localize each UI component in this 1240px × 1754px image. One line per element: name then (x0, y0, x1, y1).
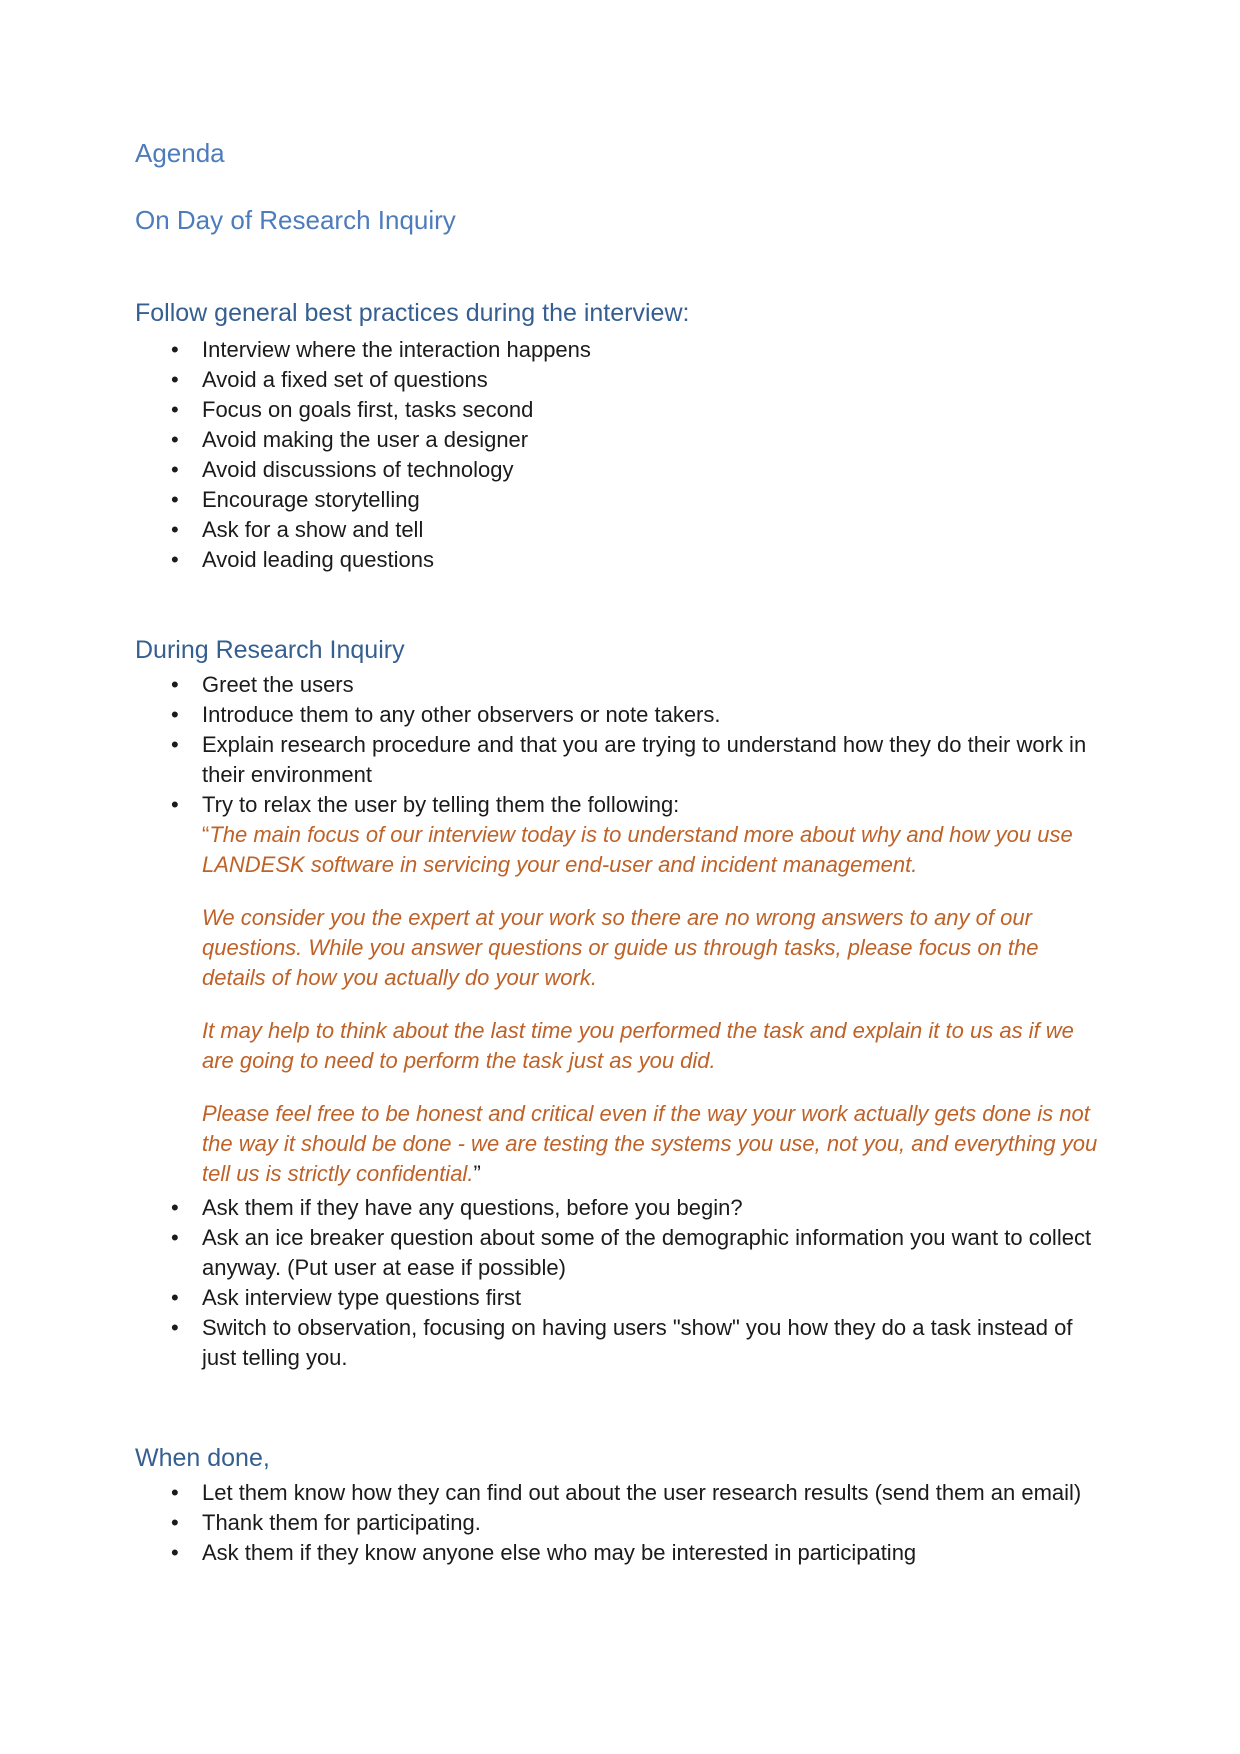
quote-paragraph (202, 820, 1100, 880)
heading-follow-best-practices: Follow general best practices during the interview: (135, 299, 690, 327)
bullet-item: • Ask interview type questions first (135, 1283, 1100, 1313)
bullet-item: • Try to relax the user by telling them the following: (135, 790, 1100, 820)
when-done-list (135, 1478, 1100, 1568)
bullet-item: • Switch to observation, focusing on having users "show" you how they do a task instead of just telling you. (135, 1313, 1100, 1373)
quote-paragraph (202, 1099, 1100, 1189)
interview-script-quote (202, 820, 1100, 1189)
bullet-item: • Avoid leading questions (135, 545, 1100, 575)
bullet-item: • Introduce them to any other observers or note takers. (135, 700, 1100, 730)
heading-when-done: When done, (135, 1444, 270, 1472)
bullet-item: • Ask for a show and tell (135, 515, 1100, 545)
quote-text: The main focus of our interview today is to understand more about why and how you use LANDESK software in servicing your end-user and incident management. (202, 822, 1073, 877)
quote-paragraph (202, 903, 1100, 993)
heading-agenda: Agenda (135, 138, 225, 168)
bullet-item: • Thank them for participating. (135, 1508, 1100, 1538)
bullet-item: • Avoid discussions of technology (135, 455, 1100, 485)
bullet-item: • Greet the users (135, 670, 1100, 700)
bullet-item: • Avoid a fixed set of questions (135, 365, 1100, 395)
bullet-item: • Explain research procedure and that you are trying to understand how they do their work in their environment (135, 730, 1100, 790)
bullet-item: • Ask them if they know anyone else who may be interested in participating (135, 1538, 1100, 1568)
bullet-item: • Let them know how they can find out about the user research results (send them an email) (135, 1478, 1100, 1508)
quote-paragraph (202, 1016, 1100, 1076)
open-quote-mark: “ (202, 822, 210, 847)
bullet-item: • Ask an ice breaker question about some of the demographic information you want to collect anyway. (Put user at ease if possible) (135, 1223, 1100, 1283)
close-quote-mark: ” (473, 1161, 481, 1186)
bullet-item: • Avoid making the user a designer (135, 425, 1100, 455)
heading-during-research-inquiry: During Research Inquiry (135, 636, 405, 664)
heading-on-day-of-research-inquiry: On Day of Research Inquiry (135, 205, 456, 235)
quote-text: Please feel free to be honest and critical even if the way your work actually gets done is not the way it should be done - we are testing the systems you use, not you, and everything you tell us is strictly confidential. (202, 1101, 1098, 1186)
bullet-item: • Ask them if they have any questions, before you begin? (135, 1193, 1100, 1223)
during-inquiry-list-continued (135, 1193, 1100, 1373)
quote-text: We consider you the expert at your work so there are no wrong answers to any of our questions. While you answer questions or guide us through tasks, please focus on the details of how you actually do your work. (202, 905, 1039, 990)
best-practices-list (135, 335, 1100, 575)
quote-text: It may help to think about the last time you performed the task and explain it to us as if we are going to need to perform the task just as you did. (202, 1018, 1074, 1073)
bullet-item: • Interview where the interaction happens (135, 335, 1100, 365)
during-inquiry-list (135, 670, 1100, 820)
bullet-item: • Encourage storytelling (135, 485, 1100, 515)
bullet-item: • Focus on goals first, tasks second (135, 395, 1100, 425)
